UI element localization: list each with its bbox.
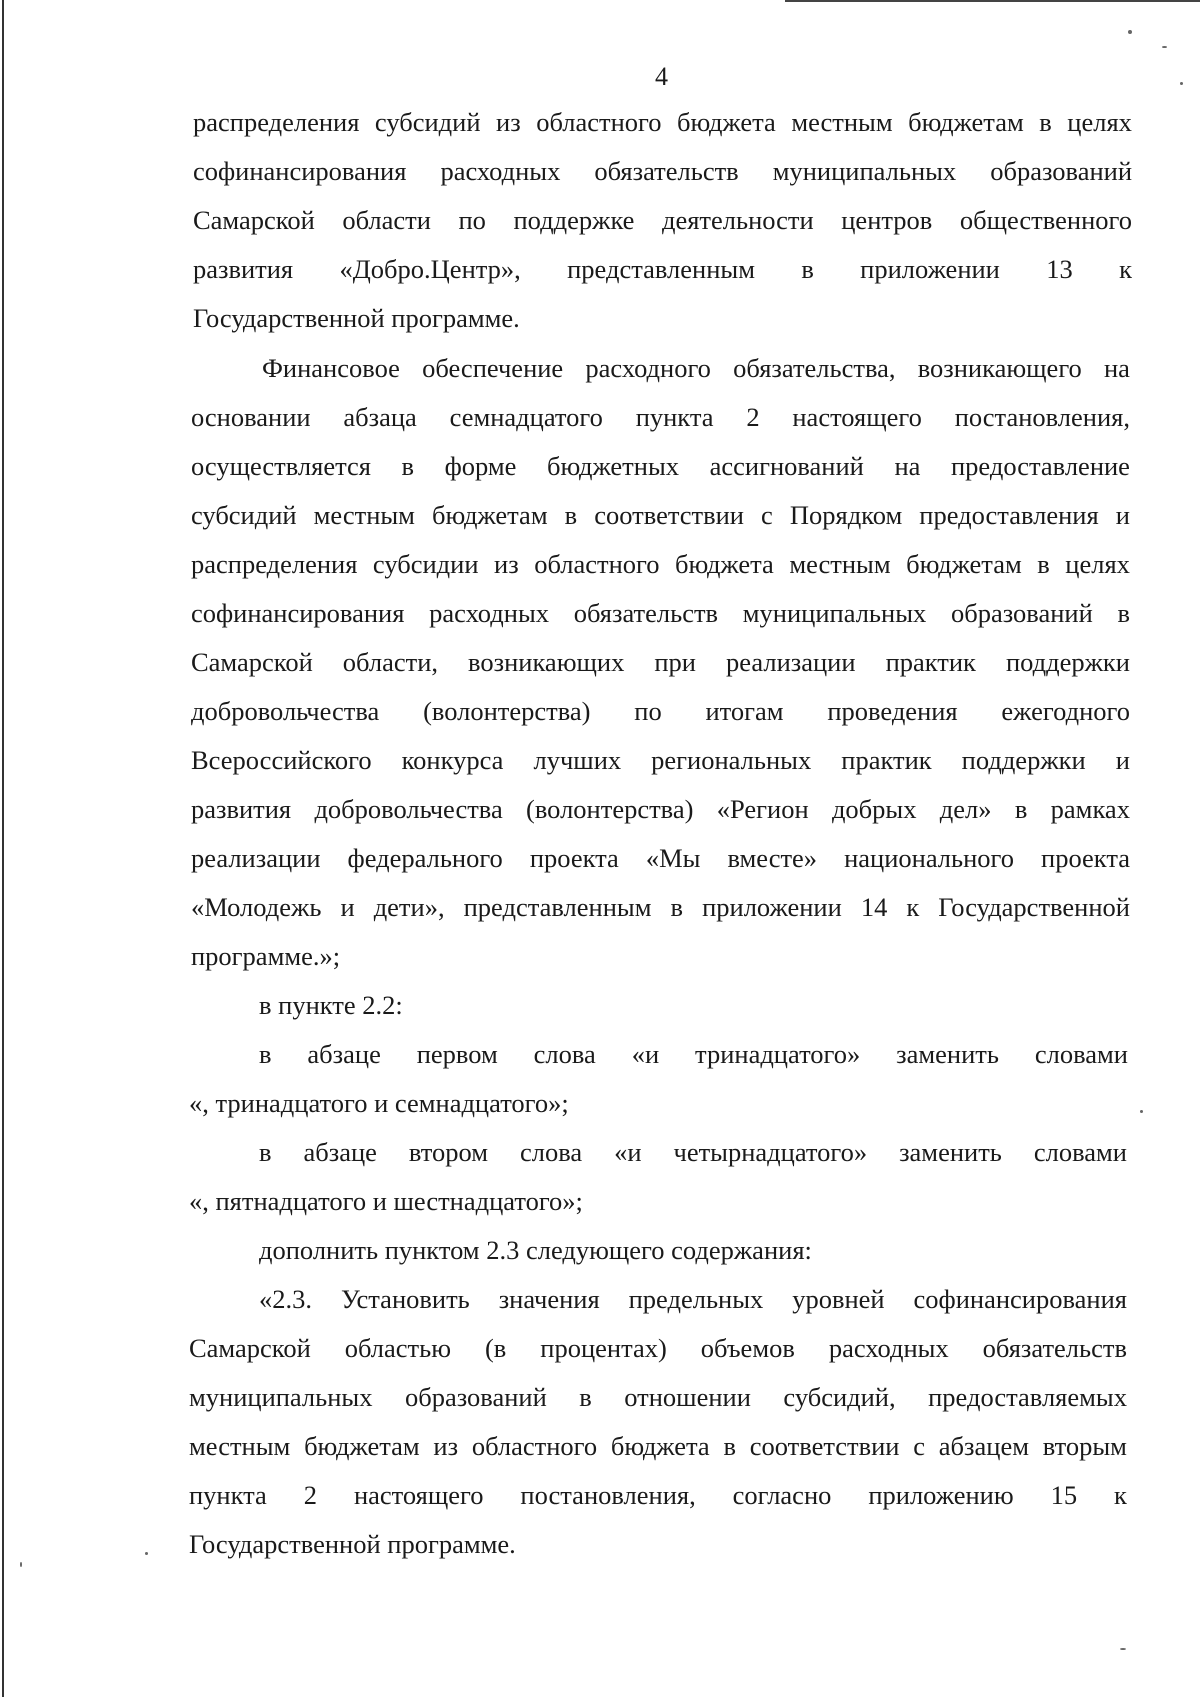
text-line: дополнить пунктом 2.3 следующего содержания: bbox=[259, 1235, 812, 1265]
text-line: в абзаце первом слова «и тринадцатого» заменить словами bbox=[259, 1039, 1128, 1069]
text-line: местным бюджетам из областного бюджета в соответствии с абзацем вторым bbox=[189, 1431, 1127, 1461]
scan-edge-top bbox=[785, 0, 1200, 2]
text-line: развития «Добро.Центр», представленным в приложении 13 к bbox=[193, 254, 1132, 284]
text-line: «, пятнадцатого и шестнадцатого»; bbox=[189, 1186, 583, 1216]
text-line: распределения субсидии из областного бюджета местным бюджетам в целях bbox=[191, 549, 1130, 579]
text-line: «, тринадцатого и семнадцатого»; bbox=[189, 1088, 569, 1118]
text-line: муниципальных образований в отношении субсидий, предоставляемых bbox=[189, 1382, 1127, 1412]
text-line: Всероссийского конкурса лучших региональных практик поддержки и bbox=[191, 745, 1130, 775]
page-number: 4 bbox=[655, 62, 668, 91]
scan-speck bbox=[145, 1552, 148, 1555]
scan-speck bbox=[1162, 46, 1167, 48]
text-line: Самарской области, возникающих при реализации практик поддержки bbox=[191, 647, 1130, 677]
text-line: осуществляется в форме бюджетных ассигнований на предоставление bbox=[191, 451, 1130, 481]
text-line: Государственной программе. bbox=[189, 1529, 516, 1559]
text-line: реализации федерального проекта «Мы вместе» национального проекта bbox=[191, 843, 1130, 873]
text-line: пункта 2 настоящего постановления, согласно приложению 15 к bbox=[189, 1480, 1127, 1510]
text-line: Самарской области по поддержке деятельности центров общественного bbox=[193, 205, 1132, 235]
scan-speck bbox=[1140, 1110, 1143, 1113]
scan-speck bbox=[1128, 30, 1132, 34]
scan-speck bbox=[1120, 1648, 1126, 1650]
text-line: программе.»; bbox=[191, 941, 341, 971]
text-line: «Молодежь и дети», представленным в приложении 14 к Государственной bbox=[191, 892, 1130, 922]
scan-speck bbox=[1180, 82, 1183, 85]
text-line: софинансирования расходных обязательств муниципальных образований в bbox=[191, 598, 1130, 628]
text-line: Финансовое обеспечение расходного обязательства, возникающего на bbox=[262, 353, 1130, 383]
text-line: Самарской областью (в процентах) объемов расходных обязательств bbox=[189, 1333, 1127, 1363]
text-line: добровольчества (волонтерства) по итогам проведения ежегодного bbox=[191, 696, 1130, 726]
text-line: развития добровольчества (волонтерства) «Регион добрых дел» в рамках bbox=[191, 794, 1130, 824]
text-line: «2.3. Установить значения предельных уровней софинансирования bbox=[259, 1284, 1127, 1314]
text-line: в абзаце втором слова «и четырнадцатого» заменить словами bbox=[259, 1137, 1127, 1167]
scan-speck bbox=[20, 1562, 22, 1567]
text-line: основании абзаца семнадцатого пункта 2 настоящего постановления, bbox=[191, 402, 1130, 432]
scan-edge-left bbox=[2, 0, 4, 1697]
text-line: в пункте 2.2: bbox=[259, 990, 403, 1020]
text-line: софинансирования расходных обязательств муниципальных образований bbox=[193, 156, 1132, 186]
text-line: распределения субсидий из областного бюджета местным бюджетам в целях bbox=[193, 107, 1132, 137]
text-line: субсидий местным бюджетам в соответствии с Порядком предоставления и bbox=[191, 500, 1130, 530]
text-line: Государственной программе. bbox=[193, 303, 520, 333]
